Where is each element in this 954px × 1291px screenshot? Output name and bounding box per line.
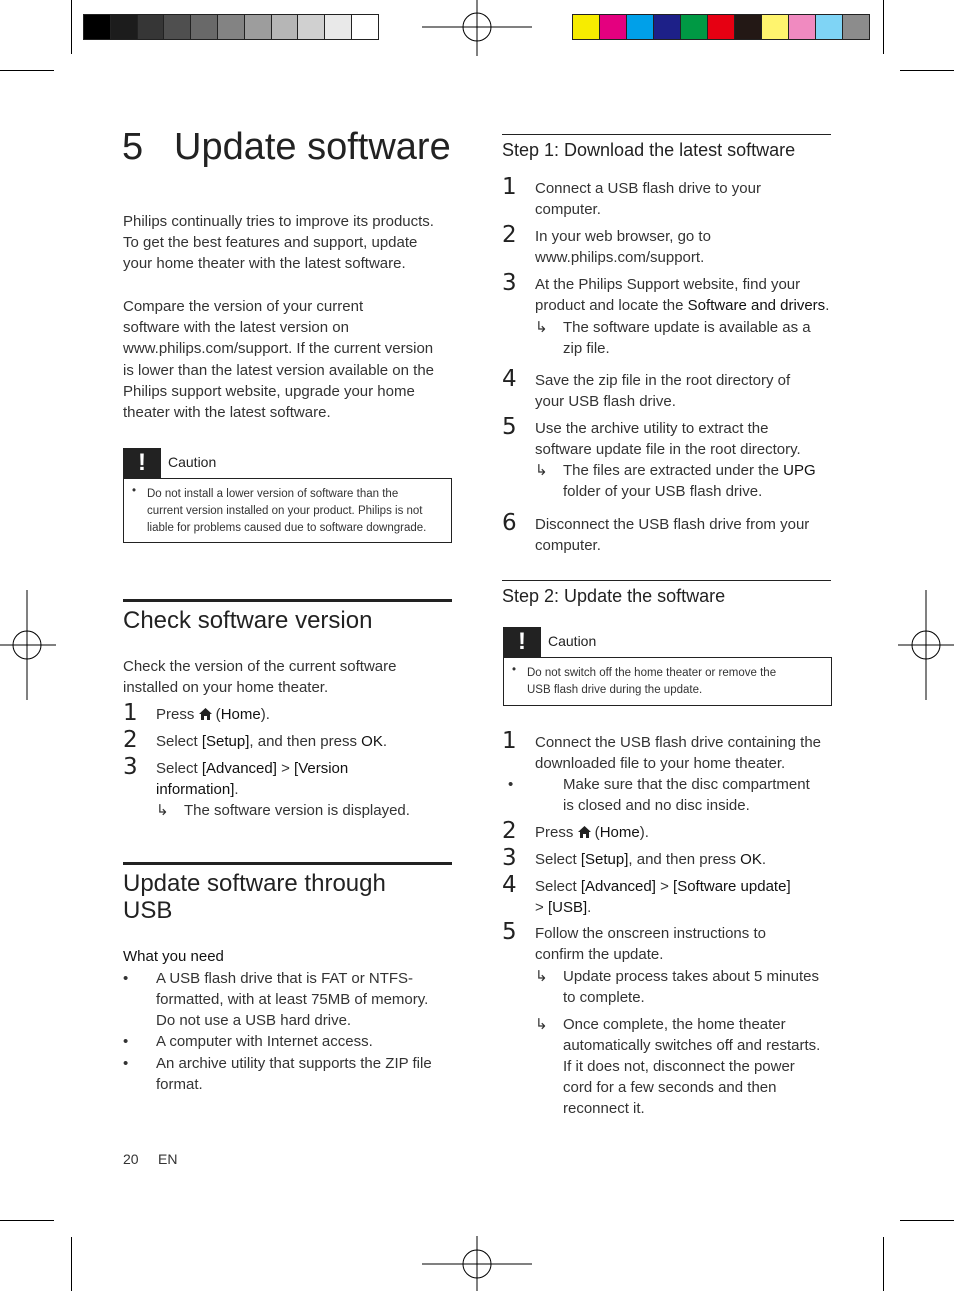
caution-text: [527, 665, 776, 699]
color-swatch: [217, 14, 245, 40]
text-line: automatically switches off and restarts.: [563, 1037, 821, 1054]
step-number: 2: [123, 727, 138, 753]
title-line: Update software through: [123, 870, 386, 897]
item-text: [156, 1053, 432, 1095]
color-swatch: [788, 14, 816, 40]
text-line: your USB flash drive.: [535, 393, 676, 411]
color-swatch: [190, 14, 218, 40]
text: (: [590, 824, 600, 841]
text: Select: [156, 760, 202, 777]
registration-mark-icon: [898, 590, 954, 700]
text-line: Philips support website, upgrade your home: [123, 382, 415, 400]
text-line: software update file in the root directory.: [535, 441, 801, 459]
text-line: Disconnect the USB flash drive from your: [535, 516, 810, 533]
text-line: If it does not, disconnect the power: [563, 1058, 795, 1075]
step-text: [156, 704, 270, 725]
text-line: software with the latest version on: [123, 319, 349, 337]
upg-label: UPG: [783, 462, 816, 479]
step-number: 3: [123, 754, 138, 780]
software-drivers-label: Software and drivers: [687, 297, 826, 315]
text-line: Follow the onscreen instructions to: [535, 925, 766, 942]
registration-mark-icon: [422, 1236, 532, 1291]
text-line: theater with the latest software.: [123, 404, 331, 422]
section-rule: [502, 580, 831, 581]
version-label: [Version: [294, 760, 349, 777]
text-line: computer.: [535, 201, 601, 219]
text-line: Philips continually tries to improve its products.: [123, 213, 434, 230]
text: product and locate the: [535, 297, 688, 315]
text: ).: [639, 824, 649, 841]
note-text: [563, 774, 810, 816]
text: .: [587, 899, 592, 917]
bullet: •: [132, 485, 137, 497]
title-line: USB: [123, 897, 173, 924]
result-text: [563, 317, 811, 359]
step-number: 1: [502, 728, 517, 754]
page-number: 20: [123, 1151, 139, 1167]
color-swatch: [599, 14, 627, 40]
color-swatch: [653, 14, 681, 40]
step-text: [535, 732, 821, 774]
text-line: In your web browser, go to: [535, 228, 711, 245]
text-line: cord for a few seconds and then: [563, 1079, 777, 1096]
crop-mark: [900, 70, 954, 71]
color-swatch: [572, 14, 600, 40]
check-intro: [123, 656, 453, 698]
text-line: Compare the version of your current: [123, 298, 364, 315]
color-swatch: [297, 14, 325, 40]
text-line: An archive utility that supports the ZIP file: [156, 1055, 432, 1072]
color-swatch: [680, 14, 708, 40]
text: (: [211, 706, 221, 723]
text: .: [234, 781, 239, 799]
home-icon: [578, 826, 591, 838]
step-number: 5: [502, 919, 517, 945]
ok-label: OK: [740, 851, 762, 868]
text-line: A USB flash drive that is FAT or NTFS-: [156, 970, 414, 987]
bullet: •: [123, 1055, 129, 1072]
text-line: formatted, with at least 75MB of memory.: [156, 991, 429, 1009]
crop-mark: [883, 0, 884, 54]
text: .: [761, 851, 767, 868]
crop-mark: [0, 70, 54, 71]
text-line: is closed and no disc inside.: [563, 797, 750, 815]
setup-label: [Setup]: [580, 851, 629, 868]
caution-box: [503, 657, 832, 706]
step-text: [535, 923, 766, 965]
text: .: [382, 733, 388, 750]
step-text: [535, 822, 649, 843]
intro-paragraph-2: [123, 296, 453, 423]
text-line: Do not install a lower version of software than the: [147, 488, 399, 500]
text-line: At the Philips Support website, find your: [535, 276, 801, 293]
home-label: Home: [220, 706, 261, 723]
text-line: reconnect it.: [563, 1100, 645, 1117]
caution-header: [503, 627, 832, 657]
text: Press: [535, 824, 578, 841]
arrow-icon: ↳: [535, 319, 548, 336]
text-line: zip file.: [563, 340, 610, 357]
text-line: installed on your home theater.: [123, 679, 329, 697]
step1-title: Step 1: Download the latest software: [502, 140, 796, 160]
ok-label: OK: [361, 733, 383, 750]
chapter-title-text: Update software: [174, 126, 451, 168]
text-line: liable for problems caused due to software downgrade.: [147, 521, 427, 534]
exclamation-icon: !: [123, 448, 161, 478]
intro-paragraph-1: [123, 211, 453, 275]
chapter-title: [122, 126, 451, 169]
color-swatch: [271, 14, 299, 40]
text-line: is lower than the latest version available on the: [123, 361, 435, 379]
text-line: downloaded file to your home theater.: [535, 755, 786, 773]
text-line: Connect a USB flash drive to your: [535, 180, 761, 197]
section-rule: [502, 134, 831, 135]
crop-mark: [0, 1220, 54, 1221]
step-text: [156, 758, 348, 800]
color-swatch: [626, 14, 654, 40]
text-line: format.: [156, 1076, 203, 1094]
text: >: [655, 878, 674, 895]
text: Press: [156, 706, 199, 723]
text: , and then press: [249, 733, 362, 750]
caution-label: Caution: [168, 454, 217, 470]
text-line: your home theater with the latest software.: [123, 255, 406, 273]
caution-header: [123, 448, 452, 478]
color-swatch: [815, 14, 843, 40]
item-text: [156, 1031, 373, 1052]
section-rule: [123, 599, 452, 602]
step-number: 6: [502, 510, 517, 536]
section-rule: [123, 862, 452, 865]
section-title-usb: [123, 870, 386, 924]
step2-title: Step 2: Update the software: [502, 586, 726, 606]
text-line: USB flash drive during the update.: [527, 683, 703, 696]
caution-text: [147, 486, 426, 536]
step-number: 4: [502, 366, 517, 392]
color-swatch: [163, 14, 191, 40]
text-line: To get the best features and support, update: [123, 234, 418, 252]
step-text: [535, 849, 766, 870]
bullet: •: [123, 970, 129, 987]
step-number: 2: [502, 818, 517, 844]
color-swatch: [83, 14, 111, 40]
step-text: [535, 514, 809, 556]
what-you-need-label: What you need: [123, 948, 224, 965]
text-line: Check the version of the current software: [123, 658, 397, 675]
version-label: information]: [156, 781, 235, 799]
color-swatch: [244, 14, 272, 40]
color-swatch: [324, 14, 352, 40]
arrow-icon: ↳: [535, 968, 548, 985]
text-line: to complete.: [563, 989, 645, 1006]
exclamation-icon: !: [503, 627, 541, 657]
step-number: 5: [502, 414, 517, 440]
section-title-check: Check software version: [123, 607, 373, 634]
result-text: [563, 966, 819, 1008]
text-line: www.philips.com/support.: [535, 249, 705, 267]
text-line: Once complete, the home theater: [563, 1016, 786, 1033]
text: , and then press: [628, 851, 741, 868]
bullet: •: [512, 664, 517, 676]
result-text: The software version is displayed.: [184, 802, 410, 819]
step-number: 3: [502, 845, 517, 871]
color-swatch: [110, 14, 138, 40]
text-line: The software update is available as a: [563, 319, 811, 336]
software-update-label: [Software update]: [673, 878, 791, 895]
step-number: 1: [502, 174, 517, 200]
caution-label: Caution: [548, 633, 597, 649]
text-line: confirm the update.: [535, 946, 664, 964]
text-line: folder of your USB flash drive.: [563, 483, 763, 500]
arrow-icon: ↳: [535, 1016, 548, 1033]
text-line: Do not switch off the home theater or remove the: [527, 667, 777, 679]
text-line: Do not use a USB hard drive.: [156, 1012, 352, 1030]
bullet: •: [123, 1033, 129, 1050]
arrow-icon: ↳: [535, 462, 548, 479]
step-text: [535, 226, 711, 268]
result-text: [563, 460, 816, 502]
color-swatch: [707, 14, 735, 40]
color-swatch: [734, 14, 762, 40]
step-number: 3: [502, 270, 517, 296]
step-number: 2: [502, 222, 517, 248]
color-swatch: [842, 14, 870, 40]
text-line: Connect the USB flash drive containing the: [535, 734, 822, 751]
advanced-label: [Advanced]: [580, 878, 656, 895]
registration-mark-icon: [0, 590, 56, 700]
usb-label: [USB]: [547, 899, 588, 917]
text: Select: [156, 733, 202, 750]
text: >: [276, 760, 295, 777]
text: .: [825, 297, 830, 315]
step-text: [535, 274, 829, 316]
crop-mark: [71, 0, 72, 54]
text: ).: [260, 706, 270, 723]
advanced-label: [Advanced]: [201, 760, 277, 777]
text: Select: [535, 851, 581, 868]
result-text: [563, 1014, 820, 1119]
chapter-number: 5: [122, 126, 144, 168]
text-line: computer.: [535, 537, 601, 555]
text: >: [535, 899, 548, 917]
text-line: www.philips.com/support. If the current version: [123, 340, 434, 358]
step-text: [535, 370, 790, 412]
text: The files are extracted under the: [563, 462, 784, 479]
crop-mark: [71, 1237, 72, 1291]
step-text: [156, 731, 387, 752]
text-line: current version installed on your product. Philips is not: [147, 504, 423, 517]
language-code: EN: [158, 1151, 178, 1167]
text: Select: [535, 878, 581, 895]
home-label: Home: [599, 824, 640, 841]
item-text: [156, 968, 428, 1032]
text-line: Update process takes about 5 minutes: [563, 968, 819, 985]
caution-box: [123, 478, 452, 543]
bullet: •: [508, 776, 514, 793]
text-line: Use the archive utility to extract the: [535, 420, 769, 437]
color-swatch: [351, 14, 379, 40]
text-line: A computer with Internet access.: [156, 1033, 373, 1050]
home-icon: [199, 708, 212, 720]
registration-mark-icon: [422, 0, 532, 56]
setup-label: [Setup]: [201, 733, 250, 750]
step-text: [535, 418, 801, 460]
arrow-icon: ↳: [156, 802, 169, 819]
text-line: Make sure that the disc compartment: [563, 776, 810, 793]
crop-mark: [900, 1220, 954, 1221]
step-text: [535, 178, 761, 220]
color-swatch: [761, 14, 789, 40]
step-number: 4: [502, 872, 517, 898]
color-swatch: [137, 14, 165, 40]
step-number: 1: [123, 700, 138, 726]
step-text: [535, 876, 791, 918]
text-line: Save the zip file in the root directory of: [535, 372, 791, 389]
crop-mark: [883, 1237, 884, 1291]
